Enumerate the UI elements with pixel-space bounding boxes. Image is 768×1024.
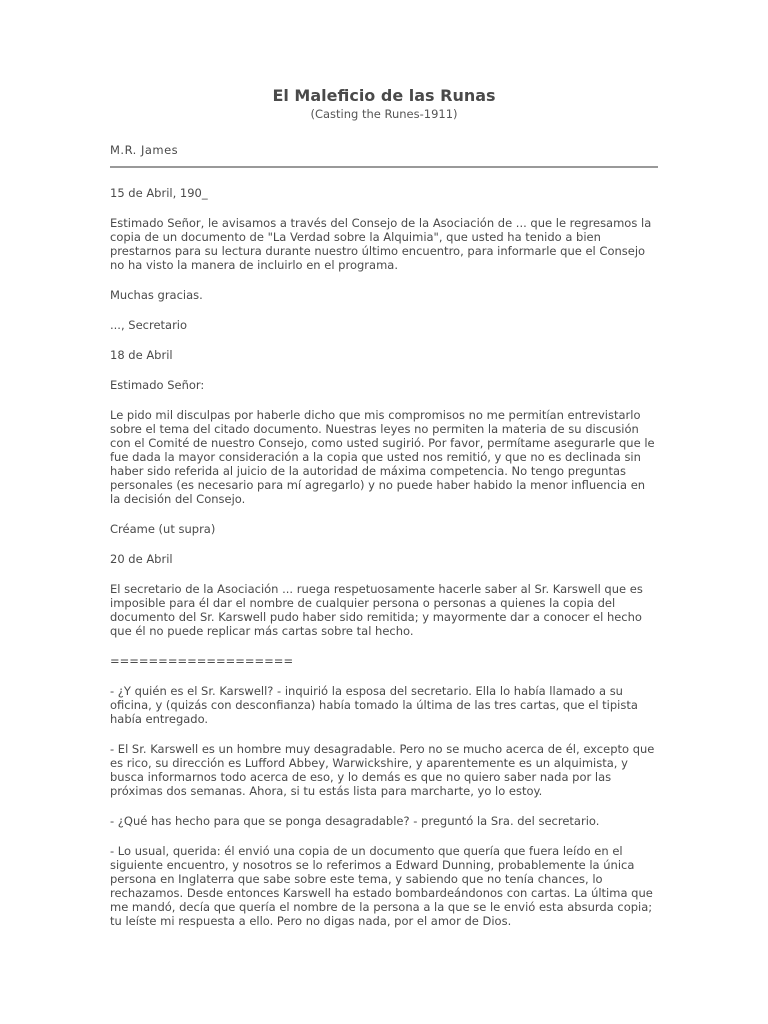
paragraph-letter-2: Le pido mil disculpas por haberle dicho que mis compromisos no me permitían entrevistarlo sobre el tema del citado documento. Nuestras leyes no permiten la materia de su discusión con el Comité de nuestro Consejo, como usted sugirió. Por favor, permítame asegurarle que le fue dada la mayor consideración a la copia que usted nos remitió, y que no es declinada sin haber sido referida al juicio de la autoridad de máxima competencia. No tengo preguntas personales (es necesario para mí agregarlo) y no puede haber habido la menor influencia en la decisión del Consejo.: [110, 408, 655, 506]
paragraph-date-3: 20 de Abril: [110, 552, 173, 566]
paragraph-salutation: Estimado Señor:: [110, 378, 205, 392]
paragraph-separator: ===================: [110, 654, 294, 668]
document-title: El Maleficio de las Runas: [272, 86, 496, 105]
paragraph-closing: Créame (ut supra): [110, 522, 216, 536]
paragraph-letter-3: El secretario de la Asociación ... ruega respetuosamente hacerle saber al Sr. Karswell que es imposible para él dar el nombre de cualquier persona o personas a quienes la copia del documento del Sr. Karswell pudo haber sido remitida; y mayormente dar a conocer el hecho que él no puede replicar más cartas sobre tal hecho.: [110, 582, 643, 638]
paragraph-dialogue-3: - ¿Qué has hecho para que se ponga desagradable? - preguntó la Sra. del secretario.: [110, 814, 600, 828]
document-page: [110, 86, 658, 944]
paragraph-letter-1: Estimado Señor, le avisamos a través del Consejo de la Asociación de ... que le regresamos la copia de un documento de "La Verdad sobre la Alquimia", que usted ha tenido a bien prestarnos para su lectura durante nuestro último encuentro, para informarle que el Consejo no ha visto la manera de incluirlo en el programa.: [110, 216, 652, 272]
paragraph-dialogue-1: - ¿Y quién es el Sr. Karswell? - inquirió la esposa del secretario. Ella lo había llamado a su oficina, y (quizás con desconfianza) había tomado la última de las tres cartas, que el tipista había entregado.: [110, 684, 638, 726]
paragraph-dialogue-4: - Lo usual, querida: él envió una copia de un documento que quería que fuera leído en el siguiente encuentro, y nosotros se lo referimos a Edward Dunning, probablemente la única persona en Inglaterra que sabe sobre este tema, y sabiendo que no tenía chances, lo rechazamos. Desde entonces Karswell ha estado bombardeándonos con cartas. La última que me mandó, decía que quería el nombre de la persona a la que se le envió esta absurda copia; tu leíste mi respuesta a ello. Pero no digas nada, por el amor de Dios.: [110, 844, 653, 928]
paragraph-date-2: 18 de Abril: [110, 348, 173, 362]
paragraph-date-1: 15 de Abril, 190_: [110, 186, 208, 200]
paragraph-signature-1: ..., Secretario: [110, 318, 188, 332]
document-author: M.R. James: [110, 143, 179, 157]
document-body: [110, 186, 658, 928]
paragraph-dialogue-2: - El Sr. Karswell es un hombre muy desagradable. Pero no se mucho acerca de él, excepto que es rico, su dirección es Lufford Abbey, Warwickshire, y aparentemente es un alquimista, y busca informarnos todo acerca de eso, y lo demás es que no quiero saber nada por las próximas dos semanas. Ahora, si tu estás lista para marcharte, yo lo estoy.: [110, 742, 655, 798]
paragraph-thanks: Muchas gracias.: [110, 288, 203, 302]
header-divider: [110, 166, 658, 168]
document-subtitle: (Casting the Runes-1911): [310, 107, 458, 121]
